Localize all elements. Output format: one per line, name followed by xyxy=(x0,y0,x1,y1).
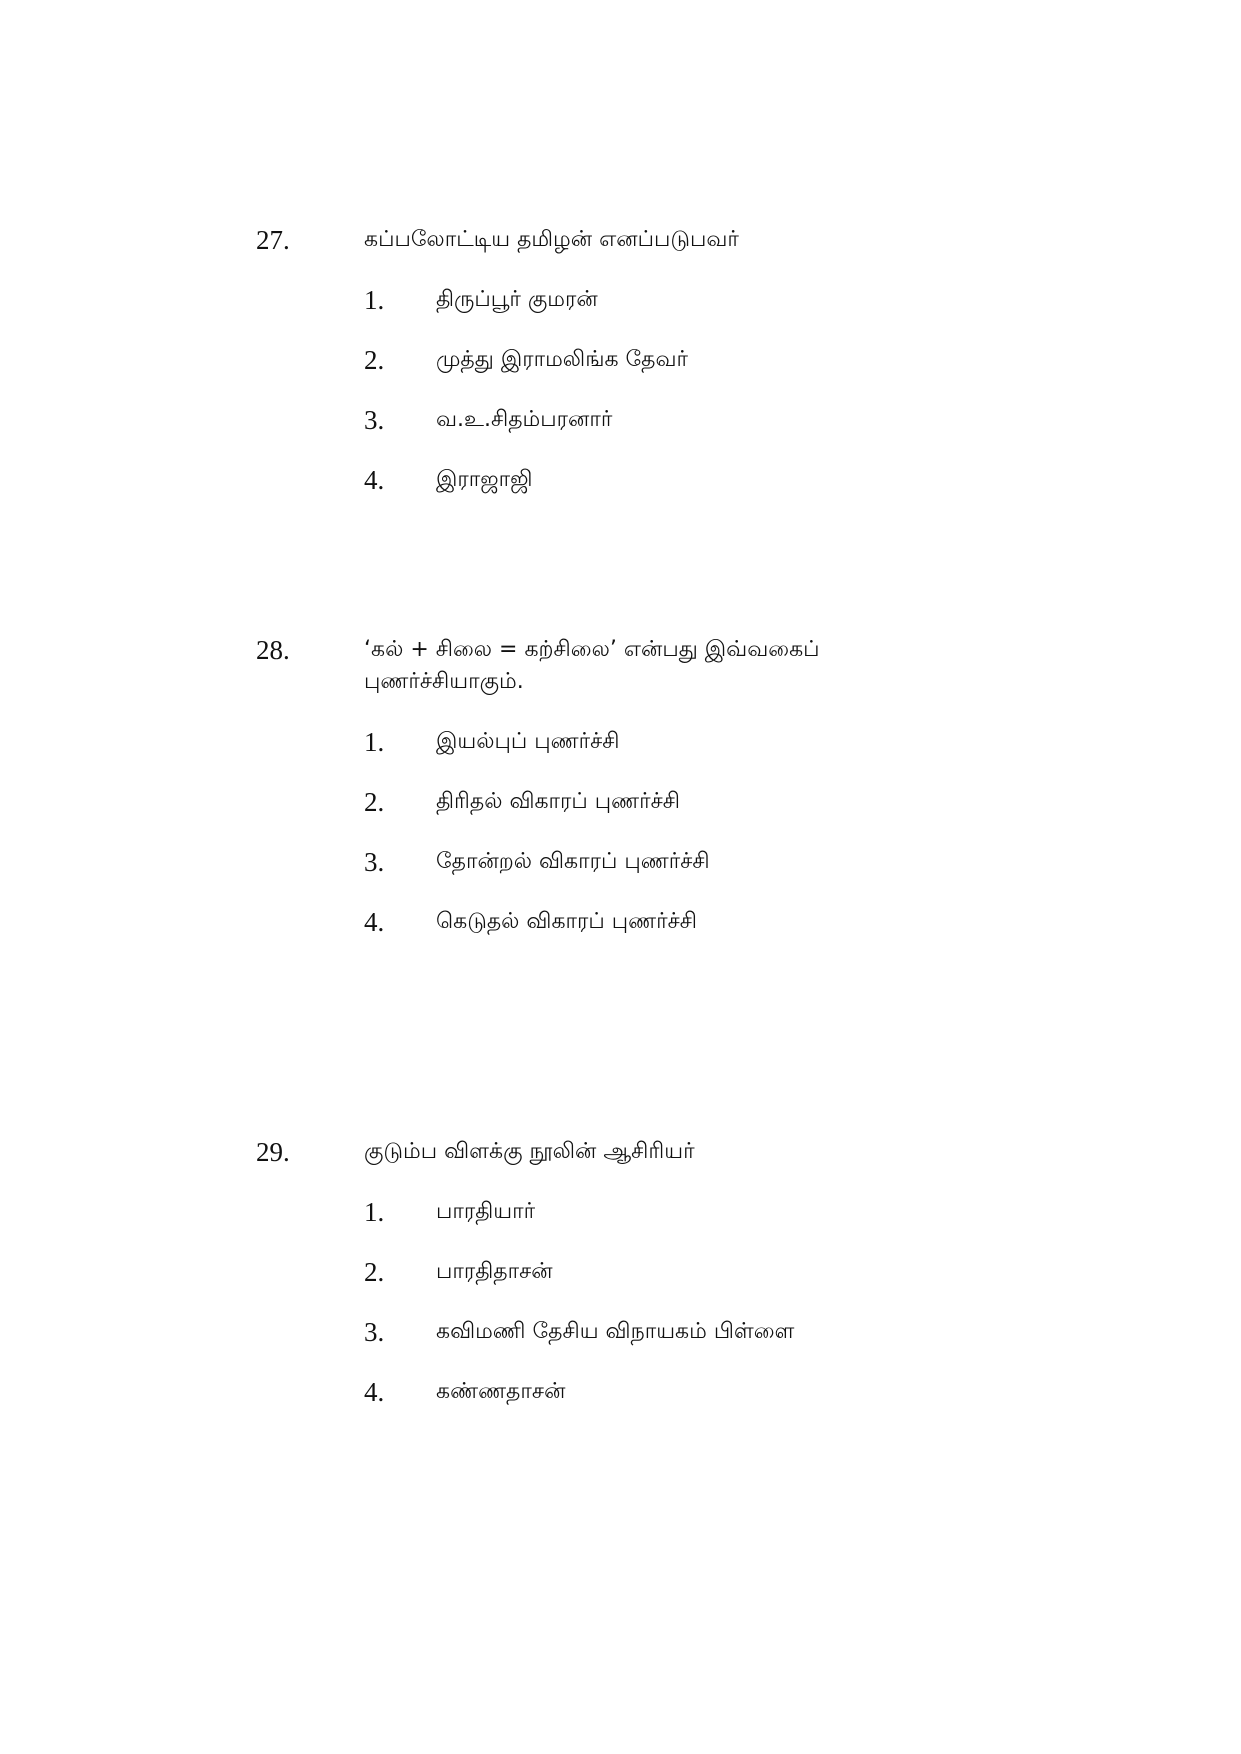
question-number: 28. xyxy=(256,635,290,665)
question-text: கப்பலோட்டிய தமிழன் எனப்படுபவர் xyxy=(364,227,739,252)
answer-option xyxy=(0,726,1241,758)
option-number: 3. xyxy=(364,1317,385,1347)
option-text: இயல்புப் புணர்ச்சி xyxy=(436,729,620,754)
option-number: 4. xyxy=(364,907,385,937)
option-text: கண்ணதாசன் xyxy=(436,1379,566,1404)
option-number: 2. xyxy=(364,1257,385,1287)
answer-option xyxy=(0,906,1241,938)
option-number: 1. xyxy=(364,727,385,757)
option-number: 3. xyxy=(364,405,385,435)
option-number: 1. xyxy=(364,1197,385,1227)
option-text: கெடுதல் விகாரப் புணர்ச்சி xyxy=(436,909,698,934)
question-text: ‘கல் + சிலை = கற்சிலை’ என்பது இவ்வகைப் புணர்ச்சியாகும். xyxy=(364,637,820,694)
answer-option xyxy=(0,1316,1241,1348)
answer-option xyxy=(0,1376,1241,1408)
option-number: 1. xyxy=(364,285,385,315)
answer-option xyxy=(0,1256,1241,1288)
option-text: முத்து இராமலிங்க தேவர் xyxy=(436,347,689,372)
option-text: தோன்றல் விகாரப் புணர்ச்சி xyxy=(436,849,710,874)
option-text: பாரதியார் xyxy=(436,1199,536,1224)
option-number: 4. xyxy=(364,465,385,495)
option-number: 2. xyxy=(364,787,385,817)
answer-option xyxy=(0,284,1241,316)
option-text: திருப்பூர் குமரன் xyxy=(436,287,598,312)
answer-option xyxy=(0,464,1241,496)
option-number: 4. xyxy=(364,1377,385,1407)
answer-option xyxy=(0,344,1241,376)
option-number: 3. xyxy=(364,847,385,877)
answer-option xyxy=(0,786,1241,818)
option-text: வ.உ.சிதம்பரனார் xyxy=(436,407,613,432)
option-text: பாரதிதாசன் xyxy=(436,1259,553,1284)
answer-option xyxy=(0,1196,1241,1228)
question-text: குடும்ப விளக்கு நூலின் ஆசிரியர் xyxy=(364,1139,695,1164)
answer-option xyxy=(0,404,1241,436)
question-number: 27. xyxy=(256,225,290,255)
option-text: திரிதல் விகாரப் புணர்ச்சி xyxy=(436,789,681,814)
answer-option xyxy=(0,846,1241,878)
option-number: 2. xyxy=(364,345,385,375)
option-text: கவிமணி தேசிய விநாயகம் பிள்ளை xyxy=(436,1319,795,1344)
option-text: இராஜாஜி xyxy=(436,467,533,492)
question-number: 29. xyxy=(256,1137,290,1167)
